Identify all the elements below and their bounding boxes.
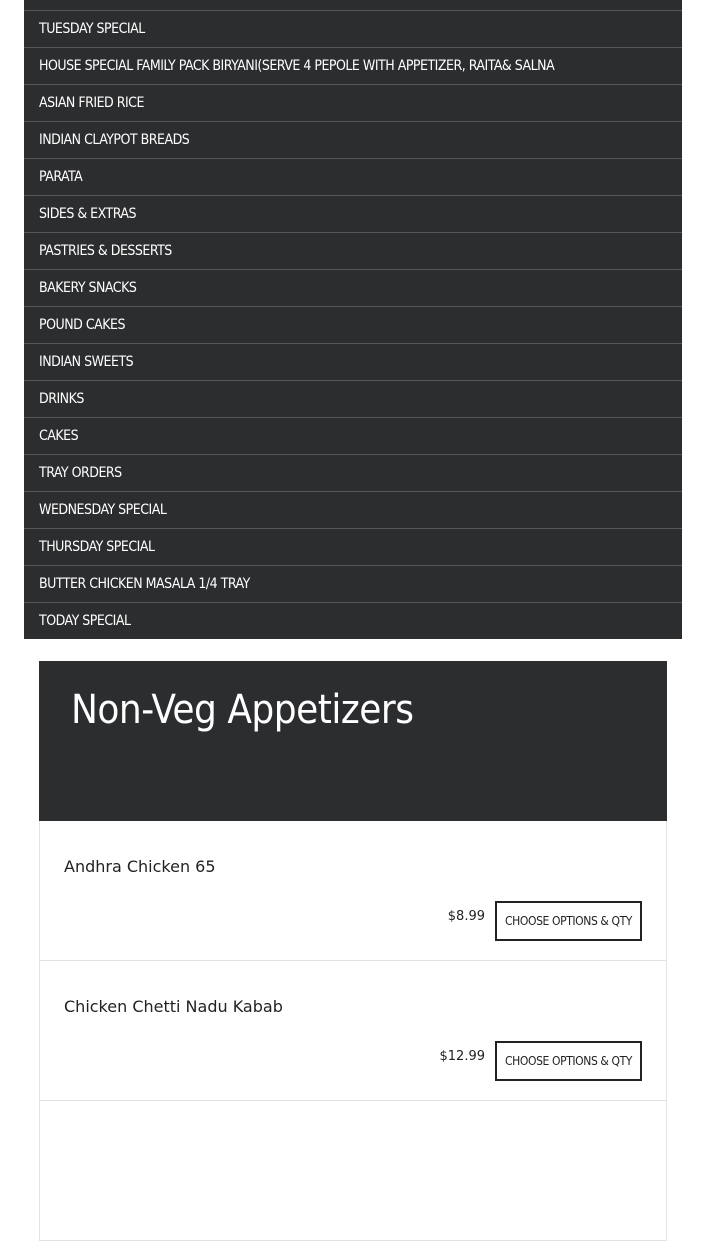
menu-item-claypot-breads[interactable]: INDIAN CLAYPOT BREADS — [24, 121, 682, 158]
product-price: $12.99 — [439, 1049, 485, 1064]
menu-item-tray-orders[interactable]: TRAY ORDERS — [24, 454, 682, 491]
menu-item-wednesday-special[interactable]: WEDNESDAY SPECIAL — [24, 491, 682, 528]
menu-item-asian-fried-rice[interactable]: ASIAN FRIED RICE — [24, 84, 682, 121]
menu-item-partial[interactable] — [24, 0, 682, 10]
menu-item-indian-sweets[interactable]: INDIAN SWEETS — [24, 343, 682, 380]
menu-item-sides-extras[interactable]: SIDES & EXTRAS — [24, 195, 682, 232]
section-header — [39, 661, 667, 821]
choose-options-button[interactable]: CHOOSE OPTIONS & QTY — [495, 901, 642, 941]
menu-item-parata[interactable]: PARATA — [24, 158, 682, 195]
product-item — [39, 961, 667, 1101]
menu-item-cakes[interactable]: CAKES — [24, 417, 682, 454]
product-item-partial — [39, 1101, 667, 1241]
product-price: $8.99 — [447, 909, 485, 924]
product-name[interactable]: Chicken Chetti Nadu Kabab — [64, 997, 283, 1016]
product-item — [39, 821, 667, 961]
menu-item-pound-cakes[interactable]: POUND CAKES — [24, 306, 682, 343]
category-menu — [24, 0, 682, 639]
choose-options-button[interactable]: CHOOSE OPTIONS & QTY — [495, 1041, 642, 1081]
menu-item-butter-chicken-tray[interactable]: BUTTER CHICKEN MASALA 1/4 TRAY — [24, 565, 682, 602]
menu-section — [39, 661, 667, 1241]
menu-item-pastries-desserts[interactable]: PASTRIES & DESSERTS — [24, 232, 682, 269]
menu-item-drinks[interactable]: DRINKS — [24, 380, 682, 417]
section-title: Non-Veg Appetizers — [71, 687, 414, 733]
menu-item-family-pack-biryani[interactable]: HOUSE SPECIAL FAMILY PACK BIRYANI(SERVE 4 PEPOLE WITH APPETIZER, RAITA& SALNA — [24, 47, 682, 84]
menu-item-bakery-snacks[interactable]: BAKERY SNACKS — [24, 269, 682, 306]
menu-item-today-special[interactable]: TODAY SPECIAL — [24, 602, 682, 639]
menu-item-thursday-special[interactable]: THURSDAY SPECIAL — [24, 528, 682, 565]
menu-item-tuesday-special[interactable]: TUESDAY SPECIAL — [24, 10, 682, 47]
product-name[interactable]: Andhra Chicken 65 — [64, 857, 216, 876]
